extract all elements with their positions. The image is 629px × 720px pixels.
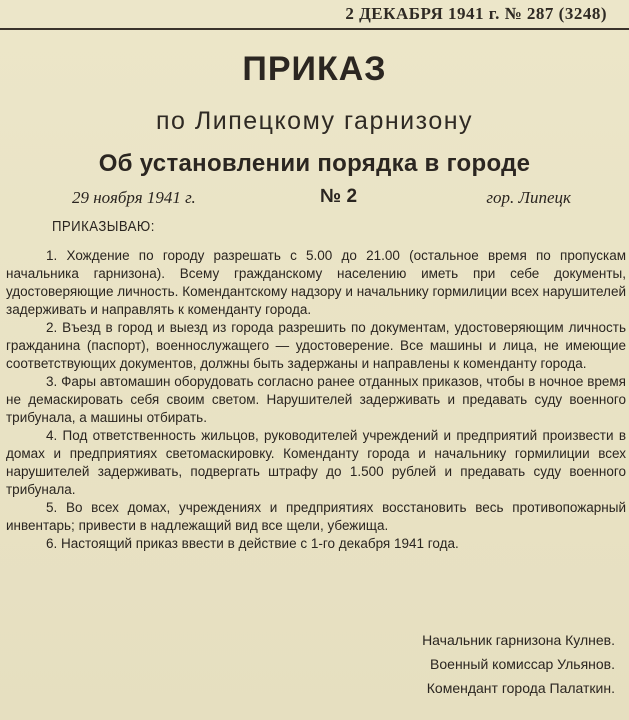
order-body	[6, 247, 626, 553]
order-number: № 2	[320, 186, 358, 207]
issue-line: 2 ДЕКАБРЯ 1941 г. № 287 (3248)	[345, 4, 607, 23]
order-paragraph: 4. Под ответственность жильцов, руководителей учреждений и предприятий произвести в домах и предприятиях светомаскировку. Коменданту города и начальнику гормилиции всех нарушителей задерживать, подвергать штрафу до 1.500 рублей и предавать суду военного трибунала.	[6, 428, 626, 497]
masthead-rule	[0, 0, 629, 30]
order-title: ПРИКАЗ	[242, 50, 387, 88]
signature-block	[422, 628, 615, 700]
order-place: гор. Липецк	[486, 188, 571, 207]
order-word: ПРИКАЗЫВАЮ:	[52, 218, 155, 235]
order-date: 29 ноября 1941 г.	[72, 188, 196, 207]
signature-line: Военный комиссар Ульянов.	[430, 656, 615, 672]
order-paragraph: 1. Хождение по городу разрешать с 5.00 до 21.00 (остальное время по пропускам начальника гарнизона). Всему гражданскому населению иметь при себе документы, удостоверяющие личность. Комендантскому надзору и начальнику гормилиции всех нарушителей задерживать и направлять к коменданту города.	[6, 248, 626, 317]
order-heading: Об установлении порядка в городе	[98, 150, 531, 177]
order-paragraph: 5. Во всех домах, учреждениях и предприятиях восстановить весь противопожарный инвентарь; привести в надлежащий вид все щели, убежища.	[6, 500, 626, 533]
order-paragraph: 6. Настоящий приказ ввести в действие с 1-го декабря 1941 года.	[46, 536, 459, 551]
order-meta	[72, 186, 571, 210]
signature-line: Начальник гарнизона Кулнев.	[422, 632, 615, 648]
order-paragraph: 2. Въезд в город и выезд из города разрешить по документам, удостоверяющим личность гражданина (паспорт), военнослужащего — удостоверение. Все машины и лица, не имеющие соответствующих документов, должны быть задержаны и направлены к коменданту города.	[6, 320, 626, 371]
order-paragraph: 3. Фары автомашин оборудовать согласно ранее отданных приказов, чтобы в ночное время не демаскировать себя своим светом. Нарушителей задерживать и предавать суду военного трибунала, а машины отбирать.	[6, 374, 626, 425]
signature-line: Комендант города Палаткин.	[426, 680, 615, 696]
order-subtitle: по Липецкому гарнизону	[155, 107, 474, 135]
